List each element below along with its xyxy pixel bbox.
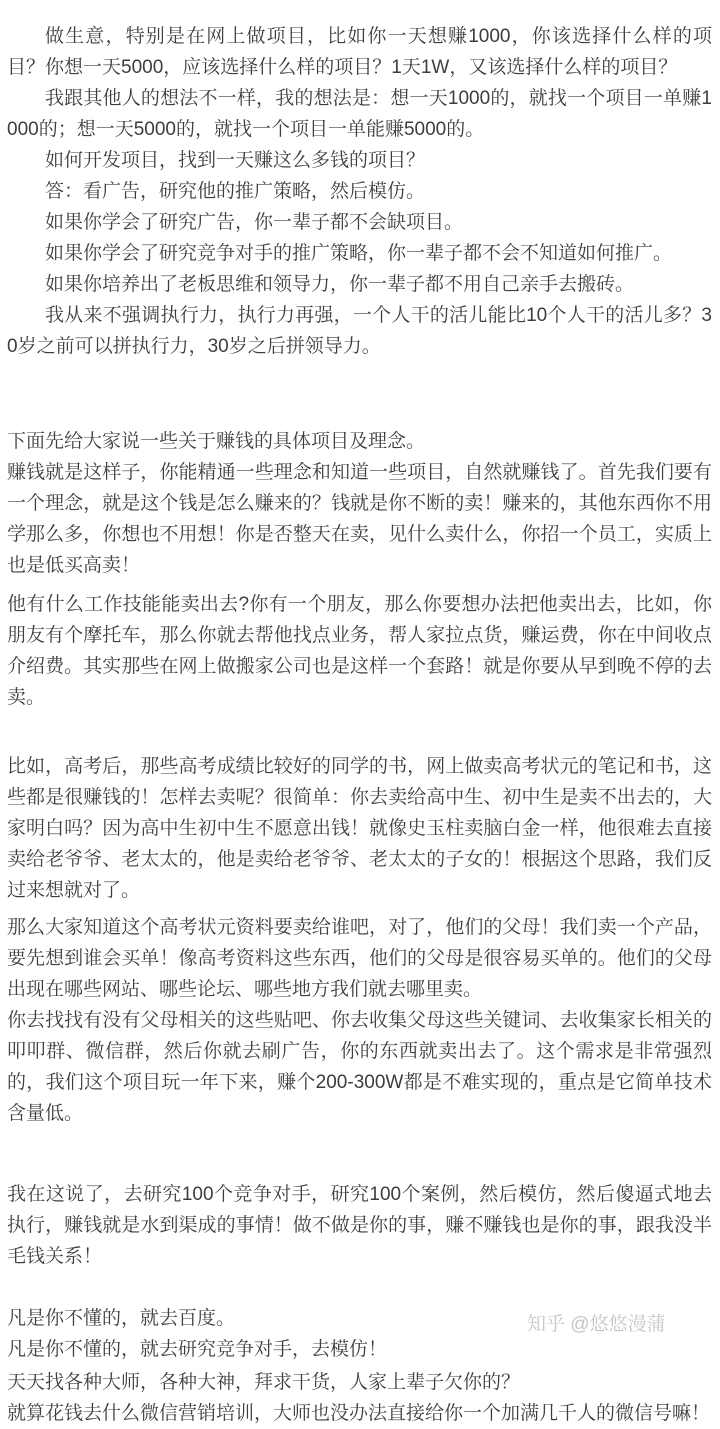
paragraph: 答：看广告，研究他的推广策略，然后模仿。 — [45, 181, 426, 202]
paragraph: 凡是你不懂的，就去百度。 — [7, 1308, 236, 1329]
paragraph: 下面先给大家说一些关于赚钱的具体项目及理念。 — [7, 431, 426, 452]
paragraph: 他有什么工作技能能卖出去?你有一个朋友，那么你要想办法把他卖出去，比如，你朋友有个摩托车，那么你就去帮他找点业务，帮人家拉点货，赚运费，你在中间收点介绍费。其实那些在网上做搬家公司也是这样一个套路！就是你要从早到晚不停的去卖。 — [7, 594, 712, 708]
paragraph: 你去找找有没有父母相关的这些贴吧、你去收集父母这些关键词、去收集家长相关的叩叩群、微信群，然后你就去刷广告，你的东西就卖出去了。这个需求是非常强烈的，我们这个项目玩一年下来，赚个200-300W都是不难实现的，重点是它简单技术含量低。 — [7, 1010, 712, 1124]
zhihu-watermark: 知乎 @悠悠漫蒲 — [527, 1314, 666, 1335]
paragraph-list — [7, 21, 712, 1429]
paragraph: 那么大家知道这个高考状元资料要卖给谁吧，对了，他们的父母！我们卖一个产品，要先想到谁会买单！像高考资料这些东西，他们的父母是很容易买单的。他们的父母出现在哪些网站、哪些论坛、哪些地方我们就去哪里卖。 — [7, 917, 712, 1000]
paragraph: 天天找各种大师，各种大神，拜求干货，人家上辈子欠你的？ — [7, 1372, 521, 1393]
paragraph: 如何开发项目，找到一天赚这么多钱的项目？ — [45, 150, 426, 171]
paragraph: 我从来不强调执行力，执行力再强，一个人干的活儿能比10个人干的活儿多？30岁之前可以拼执行力，30岁之后拼领导力。 — [7, 305, 712, 357]
paragraph: 我在这说了，去研究100个竞争对手，研究100个案例，然后模仿，然后傻逼式地去执行，赚钱就是水到渠成的事情！做不做是你的事，赚不赚钱也是你的事，跟我没半毛钱关系！ — [7, 1184, 712, 1267]
paragraph: 如果你培养出了老板思维和领导力，你一辈子都不用自己亲手去搬砖。 — [45, 274, 635, 295]
paragraph: 做生意，特别是在网上做项目，比如你一天想赚1000，你该选择什么样的项目？你想一天5000，应该选择什么样的项目？1天1W，又该选择什么样的项目？ — [7, 26, 712, 78]
paragraph: 比如，高考后，那些高考成绩比较好的同学的书，网上做卖高考状元的笔记和书，这些都是很赚钱的！怎样去卖呢？很简单：你去卖给高中生、初中生是卖不出去的，大家明白吗？因为高中生初中生不愿意出钱！就像史玉柱卖脑白金一样，他很难去直接卖给老爷爷、老太太的，他是卖给老爷爷、老太太的子女的！根据这个思路，我们反过来想就对了。 — [7, 756, 712, 901]
paragraph: 如果你学会了研究竞争对手的推广策略，你一辈子都不会不知道如何推广。 — [45, 243, 673, 264]
paragraph: 我跟其他人的想法不一样，我的想法是：想一天1000的，就找一个项目一单赚1000的；想一天5000的，就找一个项目一单能赚5000的。 — [7, 88, 712, 140]
paragraph: 如果你学会了研究广告，你一辈子都不会缺项目。 — [45, 212, 464, 233]
paragraph: 赚钱就是这样子，你能精通一些理念和知道一些项目，自然就赚钱了。首先我们要有一个理念，就是这个钱是怎么赚来的？钱就是你不断的卖！赚来的，其他东西你不用学那么多，你想也不用想！你是否整天在卖，见什么卖什么，你招一个员工，实质上也是低买高卖！ — [7, 462, 712, 576]
paragraph: 就算花钱去什么微信营销培训，大师也没办法直接给你一个加满几千人的微信号嘛！ — [7, 1403, 711, 1424]
paragraph: 凡是你不懂的，就去研究竞争对手，去模仿！ — [7, 1339, 388, 1360]
